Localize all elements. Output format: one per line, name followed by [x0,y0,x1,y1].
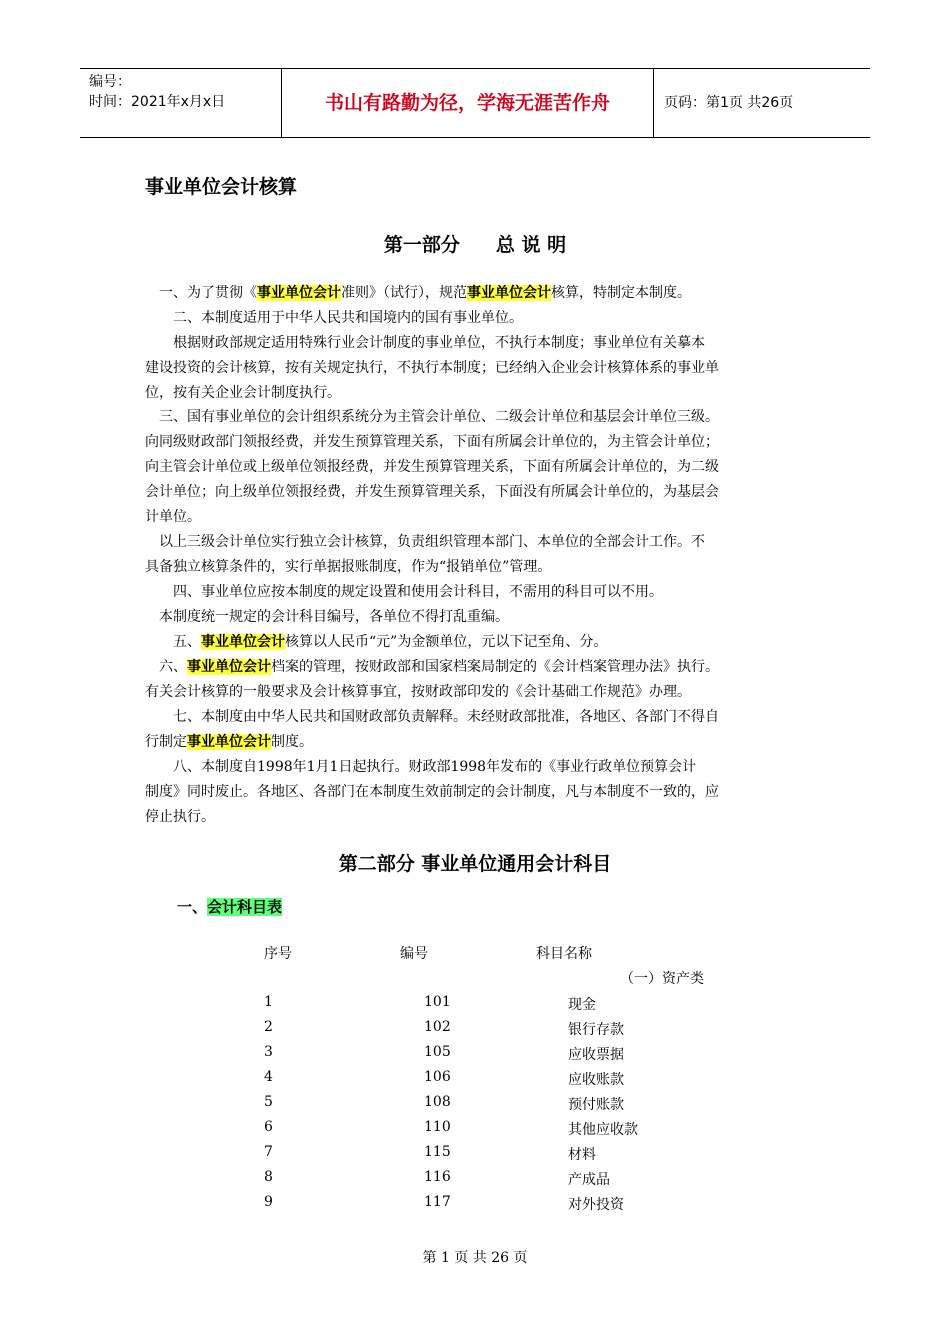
line-text: 核算以人民币“元”为金额单位，元以下记至角、分。 [285,634,608,650]
row-name: 预付账款 [568,1097,624,1113]
row-code: 117 [424,1194,451,1210]
number-label: 编号： [89,74,131,90]
row-name: 应收账款 [568,1072,624,1088]
row-code: 115 [424,1144,451,1160]
section-prefix: 一、 [177,898,208,916]
paragraph-line [145,306,810,331]
row-code: 105 [424,1044,451,1060]
row-seq: 1 [264,994,273,1010]
paragraph-line [145,755,810,780]
row-code: 110 [424,1119,451,1135]
line-text: 计单位。 [145,509,201,525]
highlighted-term: 事业单位会计 [187,734,271,750]
line-text: 制度。 [271,734,313,750]
table-row [0,1094,950,1119]
row-code: 102 [424,1019,451,1035]
table-row [0,1069,950,1094]
paragraph-line [145,705,810,730]
col-header-seq: 序号 [264,946,292,962]
row-seq: 2 [264,1019,273,1035]
line-text: 一、为了贯彻《 [145,285,257,301]
highlighted-term: 事业单位会计 [201,634,285,650]
line-text: 向主管会计单位或上级单位领报经费，并发生预算管理关系，下面有所属会计单位的，为二级 [145,459,719,475]
line-text: 准则》（试行），规范 [341,285,467,301]
table-row [0,994,950,1019]
table-row [0,1144,950,1169]
line-text: 三、国有事业单位的会计组织系统分为主管会计单位、二级会计单位和基层会计单位三级。 [145,409,719,425]
row-name: 对外投资 [568,1197,624,1213]
line-text: 行制定 [145,734,187,750]
row-name: 现金 [568,997,596,1013]
line-text: 档案的管理，按财政部和国家档案局制定的《会计档案管理办法》执行。 [271,659,719,675]
line-text: 停止执行。 [145,809,215,825]
row-seq: 5 [264,1094,273,1110]
part1-title [0,230,950,257]
row-code: 116 [424,1169,451,1185]
paragraph-line [145,580,810,605]
row-name: 其他应收款 [568,1122,638,1138]
header-meta [80,69,282,137]
col-header-name: 科目名称 [536,946,592,962]
line-text: 以上三级会计单位实行独立会计核算，负责组织管理本部门、本单位的全部会计工作。不 [145,534,705,550]
line-text: 二、本制度适用于中华人民共和国境内的国有事业单位。 [145,310,523,326]
paragraph-line [145,430,810,455]
paragraph-line [145,356,810,381]
table-row [0,1119,950,1144]
row-name: 银行存款 [568,1022,624,1038]
paragraph-line [145,630,810,655]
line-text: 建设投资的会计核算，按有关规定执行，不执行本制度；已经纳入企业会计核算体系的事业单 [145,360,719,376]
line-text: 向同级财政部门领报经费，并发生预算管理关系，下面有所属会计单位的，为主管会计单位； [145,434,719,450]
part1-title-b: 总 说 明 [495,234,567,256]
table-row [0,1194,950,1219]
section-heading [177,896,282,917]
highlighted-term: 事业单位会计 [467,285,551,301]
table-row [0,1169,950,1194]
line-text: 根据财政部规定适用特殊行业会计制度的事业单位，不执行本制度；事业单位有关摹本 [145,335,705,351]
row-seq: 9 [264,1194,273,1210]
row-code: 106 [424,1069,451,1085]
section-label: 会计科目表 [207,898,283,916]
line-text: 核算，特制定本制度。 [551,285,691,301]
highlighted-term: 事业单位会计 [187,659,271,675]
row-code: 108 [424,1094,451,1110]
document-title: 事业单位会计核算 [145,176,298,198]
row-seq: 4 [264,1069,273,1085]
page-footer: 第 1 页 共 26 页 [422,1250,528,1266]
time-label: 时间：2021年x月x日 [89,94,226,110]
line-text: 本制度统一规定的会计科目编号，各单位不得打乱重编。 [145,609,509,625]
paragraph-line [145,480,810,505]
category-label: （一）资产类 [620,971,704,987]
paragraph-line [145,805,810,830]
paragraph-line [145,455,810,480]
row-seq: 6 [264,1119,273,1135]
row-seq: 7 [264,1144,273,1160]
paragraph-line [145,780,810,805]
line-text: 六、 [145,659,187,675]
row-name: 材料 [568,1147,596,1163]
paragraph-line [145,381,810,406]
paragraph-line [145,505,810,530]
part1-title-a: 第一部分 [383,234,460,256]
table-row [0,1044,950,1069]
paragraph-line [145,331,810,356]
line-text: 四、事业单位应按本制度的规定设置和使用会计科目，不需用的科目可以不用。 [145,584,663,600]
paragraph-line [145,530,810,555]
col-header-code: 编号 [400,946,428,962]
page-header [80,68,870,138]
paragraph-line [145,680,810,705]
row-name: 应收票据 [568,1047,624,1063]
part2-title: 第二部分 事业单位通用会计科目 [338,853,612,875]
line-text: 五、 [145,634,201,650]
row-name: 产成品 [568,1172,610,1188]
highlighted-term: 事业单位会计 [257,285,341,301]
row-seq: 3 [264,1044,273,1060]
line-text: 制度》同时废止。各地区、各部门在本制度生效前制定的会计制度，凡与本制度不一致的，应 [145,784,719,800]
paragraph-line [145,605,810,630]
header-page-info: 页码：第1页 共26页 [664,95,794,111]
row-code: 101 [424,994,451,1010]
row-seq: 8 [264,1169,273,1185]
line-text: 会计单位；向上级单位领报经费，并发生预算管理关系，下面没有所属会计单位的，为基层会 [145,484,719,500]
header-motto: 书山有路勤为径，学海无涯苦作舟 [282,69,654,137]
paragraph-line [145,281,810,306]
line-text: 位，按有关企业会计制度执行。 [145,385,341,401]
line-text: 具备独立核算条件的，实行单据报账制度，作为“报销单位”管理。 [145,559,552,575]
paragraph-line [145,555,810,580]
line-text: 七、本制度由中华人民共和国财政部负责解释。未经财政部批准，各地区、各部门不得自 [145,709,719,725]
paragraph-line [145,730,810,755]
line-text: 八、本制度自1998年1月1日起执行。财政部1998年发布的《事业行政单位预算会计 [145,759,697,775]
paragraph-line [145,655,810,680]
paragraph-line [145,405,810,430]
table-row [0,1019,950,1044]
line-text: 有关会计核算的一般要求及会计核算事宜，按财政部印发的《会计基础工作规范》办理。 [145,684,691,700]
